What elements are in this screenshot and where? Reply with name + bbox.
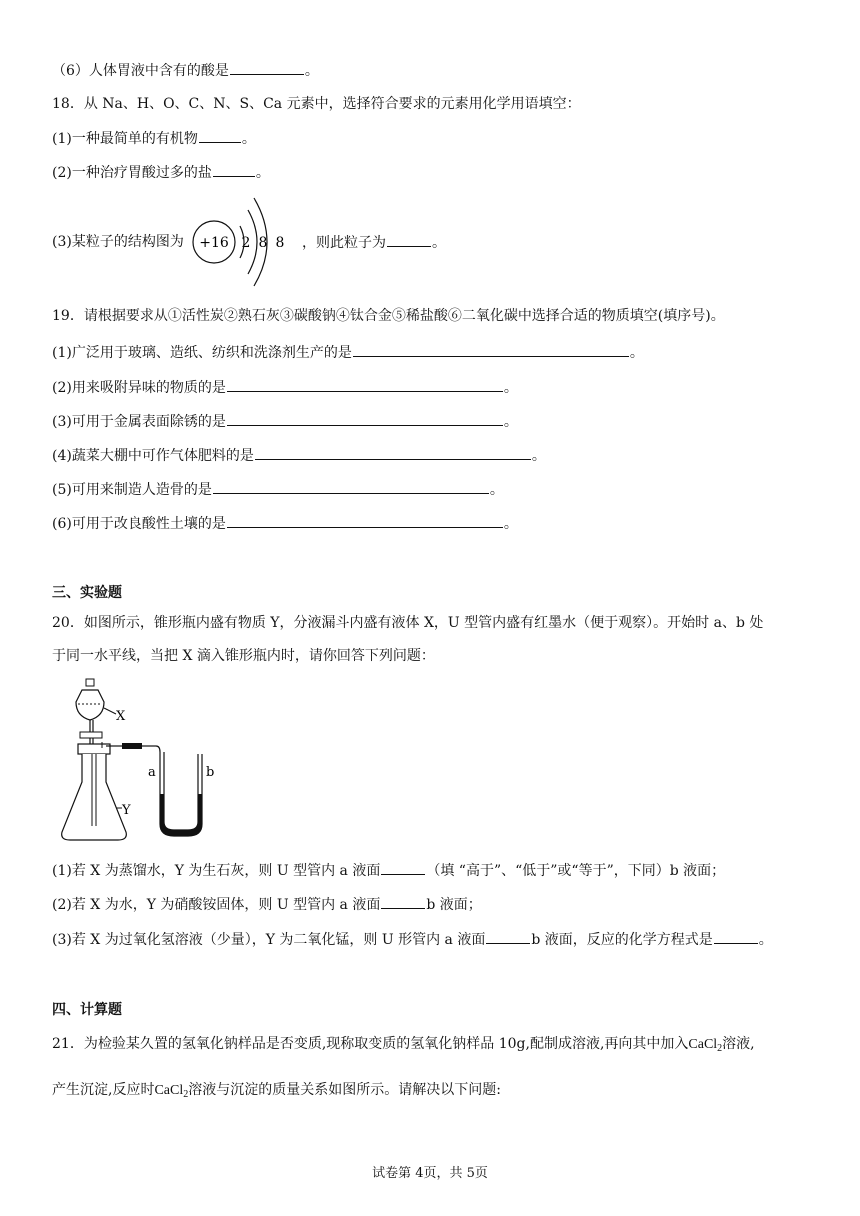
answer-blank[interactable] (227, 513, 503, 528)
shell-electrons-2: 8 (258, 235, 268, 251)
q20-item2: (2)若 X 为水，Y 为硝酸铵固体，则 U 型管内 a 液面 b 液面； (52, 894, 482, 915)
q18-item1: (1)一种最简单的有机物 。 (52, 128, 256, 149)
q20-item1: (1)若 X 为蒸馏水，Y 为生石灰，则 U 型管内 a 液面 （填 “高于”、“低于”或“等于”，下同）b 液面； (52, 860, 725, 881)
label-y: Y (122, 803, 131, 818)
label-x: X (116, 709, 126, 724)
answer-blank[interactable] (213, 162, 255, 177)
answer-blank[interactable] (381, 894, 425, 909)
atomic-structure-diagram (188, 192, 288, 292)
answer-blank[interactable] (486, 929, 530, 944)
answer-blank[interactable] (255, 445, 531, 460)
q20-stem-line1: 20．如图所示，锥形瓶内盛有物质 Y，分液漏斗内盛有液体 X，U 型管内盛有红墨水（便于观察）。开始时 a、b 处 (52, 615, 764, 631)
q17-item6: （6）人体胃液中含有的酸是 。 (52, 60, 319, 81)
q19-item4: (4)蔬菜大棚中可作气体肥料的是 。 (52, 445, 546, 466)
answer-blank[interactable] (199, 128, 241, 143)
q18-item3-prefix: (3)某粒子的结构图为 (52, 234, 184, 250)
q18-stem: 18．从 Na、H、O、C、N、S、Ca 元素中，选择符合要求的元素用化学用语填空： (52, 96, 581, 112)
apparatus-diagram (56, 674, 226, 844)
page-footer: 试卷第 4页，共 5页 (372, 1166, 488, 1181)
q21-line2: 产生沉淀,反应时CaCl$_2$溶液与沉淀的质量关系如图所示。请解决以下问题: (52, 1082, 501, 1100)
answer-blank[interactable] (381, 860, 425, 875)
formula-cacl2: CaCl$_2$ (154, 1083, 189, 1100)
q18-item2: (2)一种治疗胃酸过多的盐 。 (52, 162, 270, 183)
answer-blank[interactable] (714, 929, 758, 944)
answer-blank[interactable] (213, 479, 489, 494)
answer-blank[interactable] (227, 411, 503, 426)
q19-item6: (6)可用于改良酸性土壤的是 。 (52, 513, 518, 534)
section-title-experiment: 三、实验题 (52, 585, 122, 601)
q20-stem-line2: 于同一水平线，当把 X 滴入锥形瓶内时，请你回答下列问题： (52, 648, 435, 664)
q20-item3: (3)若 X 为过氧化氢溶液（少量），Y 为二氧化锰，则 U 形管内 a 液面 b 液面，反应的化学方程式是 。 (52, 929, 773, 950)
answer-blank[interactable] (353, 342, 629, 357)
shell-electrons-3: 8 (275, 235, 285, 251)
q19-item2: (2)用来吸附异味的物质的是 。 (52, 377, 518, 398)
answer-blank[interactable] (230, 60, 304, 75)
answer-blank[interactable] (227, 377, 503, 392)
q19-item1: (1)广泛用于玻璃、造纸、纺织和洗涤剂生产的是 。 (52, 342, 644, 363)
label-b: b (206, 765, 215, 780)
q21-line1: 21．为检验某久置的氢氧化钠样品是否变质,现称取变质的氢氧化钠样品 10g,配制成溶液,再向其中加入CaCl$_2$溶液, (52, 1036, 755, 1054)
q19-stem: 19．请根据要求从①活性炭②熟石灰③碳酸钠④钛合金⑤稀盐酸⑥二氧化碳中选择合适的物质填空(填序号)。 (52, 308, 725, 324)
label-a: a (148, 765, 156, 780)
shell-electrons-1: 2 (241, 235, 251, 251)
q18-item3-rest: ，则此粒子为 。 (302, 232, 446, 253)
section-title-calculation: 四、计算题 (52, 1002, 122, 1018)
q19-item5: (5)可用来制造人造骨的是 。 (52, 479, 504, 500)
answer-blank[interactable] (387, 232, 431, 247)
q19-item3: (3)可用于金属表面除锈的是 。 (52, 411, 518, 432)
formula-cacl2: CaCl$_2$ (688, 1037, 723, 1054)
nucleus-charge: +16 (199, 235, 229, 251)
